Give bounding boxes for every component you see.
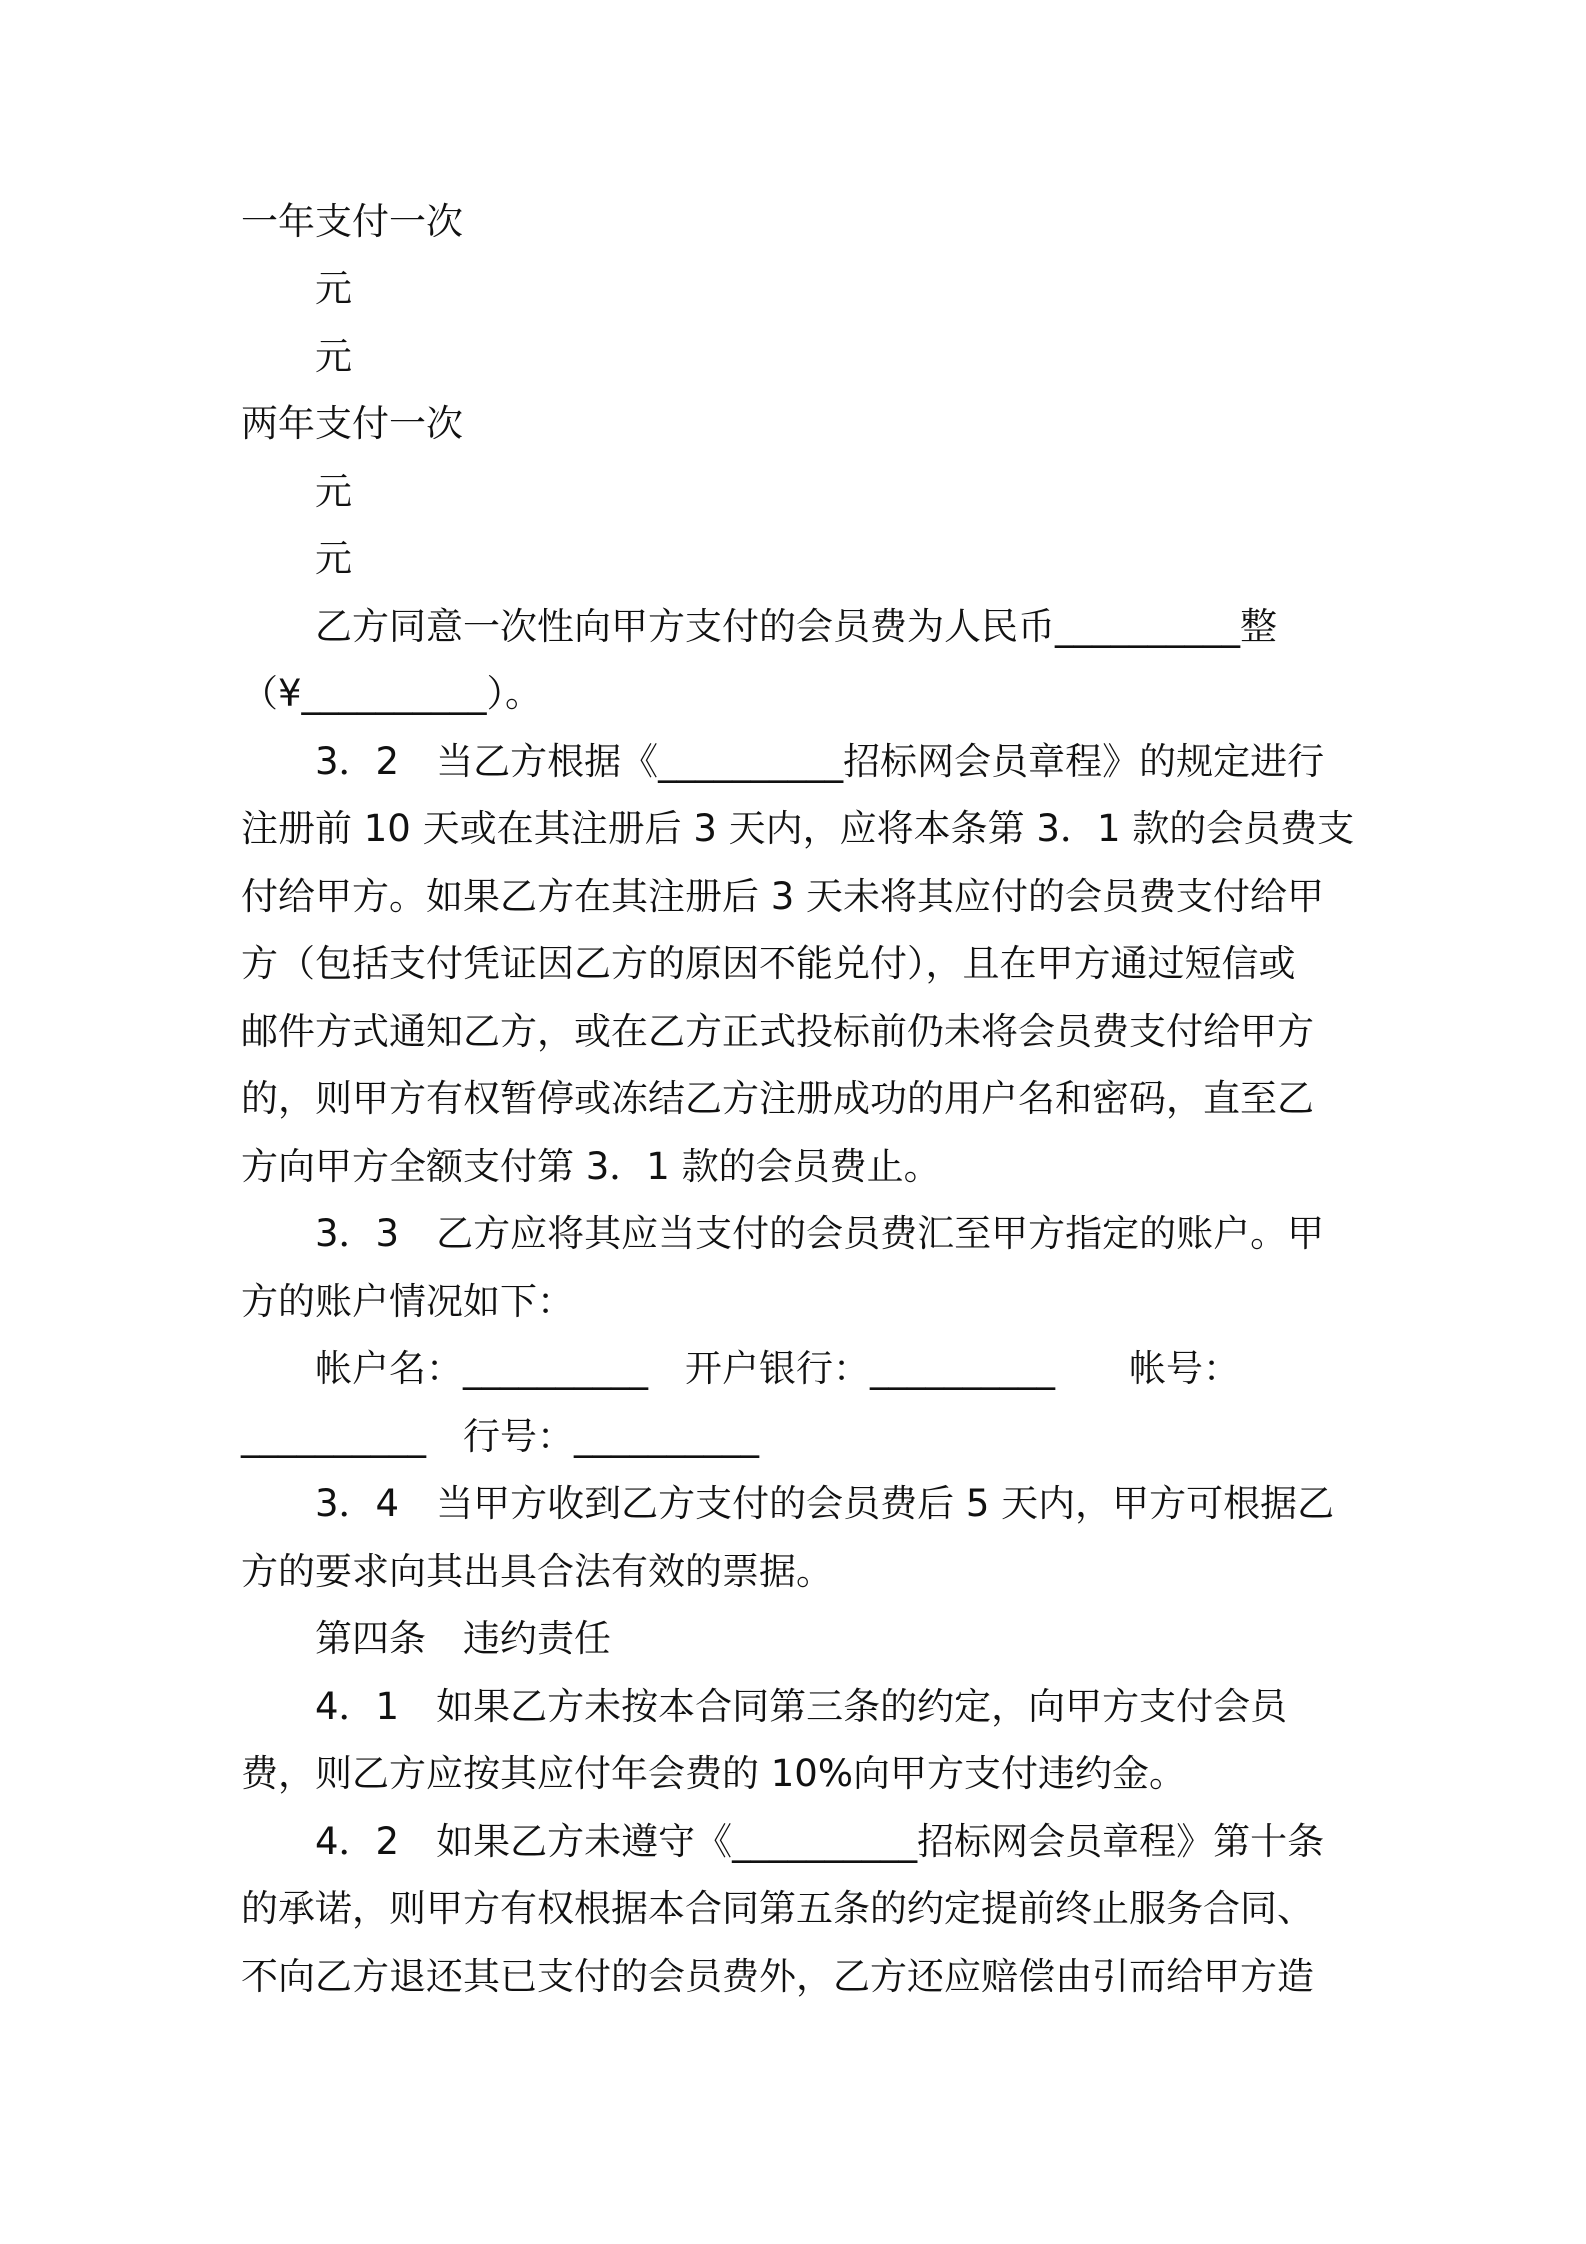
text-line: 3．4 当甲方收到乙方支付的会员费后 5 天内，甲方可根据乙 bbox=[241, 1482, 1335, 1525]
text-line: 费，则乙方应按其应付年会费的 10%向甲方支付违约金。 bbox=[241, 1752, 1186, 1795]
text-line: 的承诺，则甲方有权根据本合同第五条的约定提前终止服务合同、 bbox=[241, 1887, 1314, 1930]
text-line: 元 bbox=[241, 537, 352, 580]
text-line: 方向甲方全额支付第 3．1 款的会员费止。 bbox=[241, 1145, 941, 1188]
text-line: 4．1 如果乙方未按本合同第三条的约定，向甲方支付会员 bbox=[241, 1685, 1288, 1728]
text-line: 邮件方式通知乙方，或在乙方正式投标前仍未将会员费支付给甲方 bbox=[241, 1010, 1314, 1053]
text-line: 帐户名：__________ 开户银行：__________ 帐号： bbox=[241, 1347, 1240, 1390]
text-line: 两年支付一次 bbox=[241, 402, 463, 445]
text-line: 方的账户情况如下： bbox=[241, 1280, 574, 1323]
text-line: 元 bbox=[241, 470, 352, 513]
text-line: __________ 行号：__________ bbox=[241, 1415, 759, 1458]
text-line: 方的要求向其出具合法有效的票据。 bbox=[241, 1550, 833, 1593]
text-line: 第四条 违约责任 bbox=[241, 1617, 611, 1660]
text-line: 方（包括支付凭证因乙方的原因不能兑付），且在甲方通过短信或 bbox=[241, 942, 1296, 985]
text-line: （¥__________）。 bbox=[241, 672, 543, 715]
text-line: 注册前 10 天或在其注册后 3 天内，应将本条第 3．1 款的会员费支 bbox=[241, 807, 1355, 850]
text-line: 付给甲方。如果乙方在其注册后 3 天未将其应付的会员费支付给甲 bbox=[241, 875, 1325, 918]
text-line: 3．2 当乙方根据《__________招标网会员章程》的规定进行 bbox=[241, 740, 1325, 783]
text-line: 3．3 乙方应将其应当支付的会员费汇至甲方指定的账户。甲 bbox=[241, 1212, 1325, 1255]
text-line: 一年支付一次 bbox=[241, 200, 463, 243]
text-line: 元 bbox=[241, 335, 352, 378]
text-line: 不向乙方退还其已支付的会员费外，乙方还应赔偿由引而给甲方造 bbox=[241, 1955, 1314, 1998]
text-line: 元 bbox=[241, 267, 352, 310]
text-line: 乙方同意一次性向甲方支付的会员费为人民币__________整 bbox=[241, 605, 1277, 648]
text-line: 的，则甲方有权暂停或冻结乙方注册成功的用户名和密码，直至乙 bbox=[241, 1077, 1314, 1120]
text-line: 4．2 如果乙方未遵守《__________招标网会员章程》第十条 bbox=[241, 1820, 1325, 1863]
